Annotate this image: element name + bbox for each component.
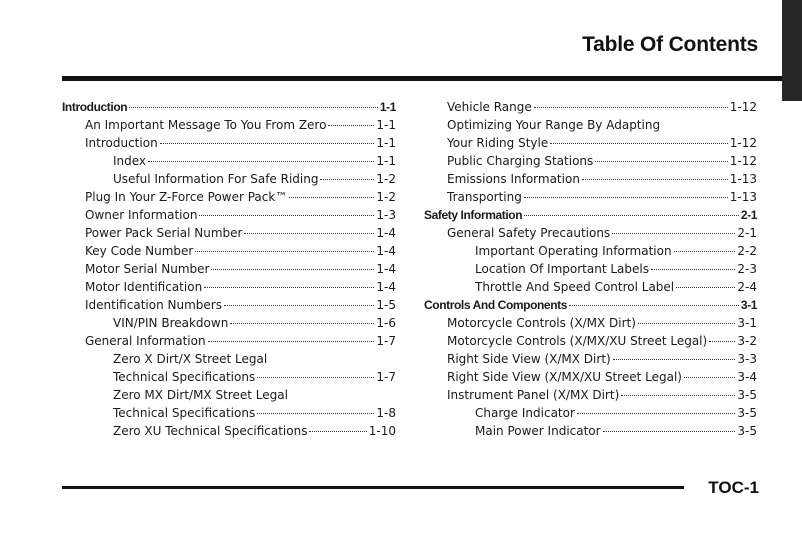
toc-entry-page: 1-4 [376,280,396,294]
toc-entry-page: 1-12 [729,100,757,114]
toc-entry-title: Owner Information [85,208,198,222]
toc-entry-title: Motorcycle Controls (X/MX Dirt) [447,316,636,330]
toc-entry-page: 3-3 [737,352,757,366]
header-rule [62,76,782,81]
dot-leader [320,179,374,180]
toc-entry[interactable] [62,206,396,224]
toc-entry[interactable] [424,422,757,440]
toc-entry-title: Plug In Your Z-Force Power Pack™ [85,190,288,204]
toc-entry[interactable] [62,152,396,170]
dot-leader [257,413,374,414]
dot-leader [674,251,736,252]
toc-entry-page: 3-1 [740,298,757,312]
dot-leader [550,143,728,144]
toc-entry[interactable] [62,242,396,260]
toc-entry[interactable] [62,368,396,386]
toc-entry-title: Important Operating Information [475,244,672,258]
toc-entry-page: 1-1 [376,154,396,168]
toc-entry[interactable] [424,314,757,332]
toc-entry-page: 1-8 [376,406,396,420]
toc-entry-page: 3-2 [737,334,757,348]
toc-entry-page: 1-1 [376,136,396,150]
toc-entry-title: Motor Identification [85,280,203,294]
dot-leader [577,413,735,414]
toc-entry-title: An Important Message To You From Zero [85,118,327,132]
toc-entry[interactable] [424,170,757,188]
toc-entry-title: Location Of Important Labels [475,262,649,276]
toc-entry-title: Identification Numbers [85,298,222,312]
toc-entry[interactable] [424,278,757,296]
toc-entry-title: Introduction [85,136,158,150]
toc-entry-page: 1-12 [729,136,757,150]
dot-leader [684,377,735,378]
dot-leader [595,161,727,162]
dot-leader [651,269,735,270]
toc-entry[interactable] [424,368,757,386]
toc-entry-title: Motorcycle Controls (X/MX/XU Street Legal) [447,334,708,348]
toc-entry[interactable] [424,242,757,260]
toc-entry[interactable] [424,134,757,152]
toc-entry-page: 2-2 [737,244,757,258]
toc-entry-page: 1-2 [376,190,396,204]
toc-entry[interactable] [424,260,757,278]
toc-entry-page: 1-7 [376,334,396,348]
toc-entry-title: Power Pack Serial Number [85,226,243,240]
dot-leader [524,197,728,198]
toc-entry[interactable] [62,260,396,278]
toc-entry[interactable] [424,404,757,422]
dot-leader [204,287,374,288]
toc-entry-page: 1-12 [729,154,757,168]
toc-entry-title: Zero XU Technical Specifications [113,424,308,438]
toc-entry-page: 1-2 [376,172,396,186]
dot-leader [676,287,735,288]
toc-entry[interactable] [62,188,396,206]
toc-entry[interactable] [62,350,396,368]
toc-right-column [424,98,757,440]
toc-entry-title: Vehicle Range [447,100,532,114]
toc-entry-page: 1-1 [376,118,396,132]
toc-entry-title: Motor Serial Number [85,262,210,276]
page-title: Table Of Contents [582,33,758,56]
dot-leader [328,125,374,126]
toc-entry-page: 2-1 [740,208,757,222]
toc-entry-title: Right Side View (X/MX/XU Street Legal) [447,370,682,384]
toc-entry[interactable] [424,152,757,170]
toc-entry[interactable] [424,332,757,350]
dot-leader [613,359,736,360]
toc-entry-title: Right Side View (X/MX Dirt) [447,352,611,366]
toc-entry-page: 3-1 [737,316,757,330]
toc-entry-title: Introduction [62,100,128,114]
toc-entry-page: 3-5 [737,388,757,402]
toc-entry[interactable] [62,170,396,188]
toc-entry-page: 1-3 [376,208,396,222]
dot-leader [289,197,374,198]
toc-entry-page: 3-5 [737,406,757,420]
toc-entry-title: Controls And Components [424,298,568,312]
toc-entry[interactable] [62,278,396,296]
toc-entry[interactable] [62,296,396,314]
toc-entry-title: Technical Specifications [113,370,256,384]
toc-entry-page: 1-6 [376,316,396,330]
toc-entry-page: 1-1 [379,100,396,114]
toc-entry-title: Instrument Panel (X/MX Dirt) [447,388,620,402]
toc-entry-page: 1-4 [376,226,396,240]
toc-entry-title: Charge Indicator [475,406,575,420]
toc-entry[interactable] [62,332,396,350]
dot-leader [638,323,735,324]
footer-rule [62,486,684,489]
dot-leader [148,161,374,162]
toc-section-heading[interactable] [62,98,396,116]
toc-entry-page: 3-5 [737,424,757,438]
toc-entry-title: Zero MX Dirt/MX Street Legal [113,388,288,402]
toc-entry[interactable] [424,386,757,404]
dot-leader [257,377,374,378]
dot-leader [524,215,739,216]
toc-entry-page: 1-4 [376,244,396,258]
page-number: TOC-1 [708,478,759,497]
toc-entry-title: Optimizing Your Range By Adapting [447,118,661,132]
toc-entry-title: Key Code Number [85,244,194,258]
toc-entry-title: Transporting [447,190,522,204]
toc-entry-page: 2-1 [737,226,757,240]
dot-leader [129,107,378,108]
toc-entry-page: 1-4 [376,262,396,276]
toc-entry[interactable] [62,116,396,134]
toc-entry-title: General Information [85,334,206,348]
toc-entry[interactable] [62,314,396,332]
dot-leader [230,323,374,324]
toc-entry-title: Technical Specifications [113,406,256,420]
toc-entry-title: Safety Information [424,208,523,222]
toc-section-heading[interactable] [424,296,757,314]
toc-entry[interactable] [62,224,396,242]
toc-entry-page: 1-10 [368,424,396,438]
toc-entry-title: Useful Information For Safe Riding [113,172,319,186]
toc-entry[interactable] [62,422,396,440]
toc-entry[interactable] [62,386,396,404]
toc-entry-title: Zero X Dirt/X Street Legal [113,352,268,366]
dot-leader [160,143,375,144]
toc-entry-title: General Safety Precautions [447,226,611,240]
dot-leader [569,305,739,306]
dot-leader [211,269,374,270]
toc-entry[interactable] [424,116,757,134]
dot-leader [199,215,374,216]
toc-entry-page: 1-13 [729,190,757,204]
toc-entry-page: 1-5 [376,298,396,312]
toc-entry-page: 1-7 [376,370,396,384]
toc-section-heading[interactable] [424,206,757,224]
toc-left-column [62,98,396,440]
toc-entry-title: VIN/PIN Breakdown [113,316,229,330]
dot-leader [309,431,366,432]
toc-entry[interactable] [424,98,757,116]
dot-leader [709,341,735,342]
toc-entry[interactable] [424,350,757,368]
dot-leader [582,179,728,180]
section-edge-tab [782,0,802,101]
toc-entry-title: Index [113,154,147,168]
toc-entry-title: Your Riding Style [447,136,549,150]
dot-leader [195,251,374,252]
toc-entry-title: Emissions Information [447,172,580,186]
toc-entry-page: 1-13 [729,172,757,186]
toc-entry-title: Main Power Indicator [475,424,601,438]
dot-leader [244,233,374,234]
toc-entry[interactable] [424,224,757,242]
toc-entry-title: Public Charging Stations [447,154,594,168]
toc-entry[interactable] [424,188,757,206]
dot-leader [534,107,728,108]
dot-leader [621,395,735,396]
dot-leader [612,233,735,234]
toc-entry[interactable] [62,404,396,422]
toc-entry[interactable] [62,134,396,152]
toc-entry-title: Throttle And Speed Control Label [475,280,675,294]
toc-entry-page: 3-4 [737,370,757,384]
toc-entry-page: 2-3 [737,262,757,276]
toc-entry-page: 2-4 [737,280,757,294]
dot-leader [224,305,374,306]
dot-leader [603,431,736,432]
dot-leader [208,341,375,342]
